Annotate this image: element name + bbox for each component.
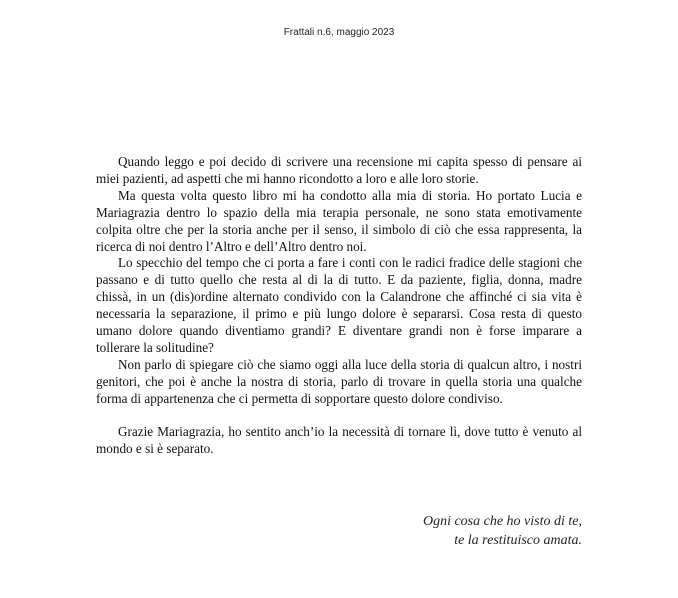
closing-paragraph: Grazie Mariagrazia, ho sentito anch’io la necessità di tornare lì, dove tutto è venuto al mondo e si è separato. bbox=[96, 423, 582, 456]
paragraph: Non parlo di spiegare ciò che siamo oggi alla luce della storia di qualcun altro, i nostri genitori, che poi è anche la nostra di storia, parlo di trovare in quella storia una qualche forma di appartenenza che ci permetta di sopportare questo dolore condiviso. bbox=[96, 356, 582, 406]
paragraph: Lo specchio del tempo che ci porta a fare i conti con le radici fradice delle stagioni che passano e di tutto quello che resta al di la di tutto. E da paziente, figlia, donna, madre chissà, in un (dis)ordine alternato condivido con la Calandrone che affinché ci sia vita è necessaria la separazione, il primo e più lungo dolore è separarsi. Cosa resta di questo umano dolore quando diventiamo grandi? E diventare grandi non è forse imparare a tollerare la solitudine? bbox=[96, 255, 582, 355]
running-header: Frattali n.6, maggio 2023 bbox=[283, 27, 395, 38]
epigraph-line: te la restituisco amata. bbox=[454, 533, 582, 548]
review-body bbox=[96, 154, 582, 457]
epigraph-line: Ogni cosa che ho visto di te, bbox=[422, 514, 582, 529]
paragraph: Quando leggo e poi decido di scrivere una recensione mi capita spesso di pensare ai miei pazienti, ad aspetti che mi hanno ricondotto a loro e alle loro storie. bbox=[96, 154, 582, 186]
epigraph-quote bbox=[423, 512, 582, 550]
paragraph: Ma questa volta questo libro mi ha condotto alla mia di storia. Ho portato Lucia e Mariagrazia dentro lo spazio della mia terapia personale, ne sono stata emotivamente colpita oltre che per la storia anche per il senso, il simbolo di ciò che essa rappresenta, la ricerca di noi dentro l’Altro e dell’Altro dentro noi. bbox=[96, 187, 582, 254]
